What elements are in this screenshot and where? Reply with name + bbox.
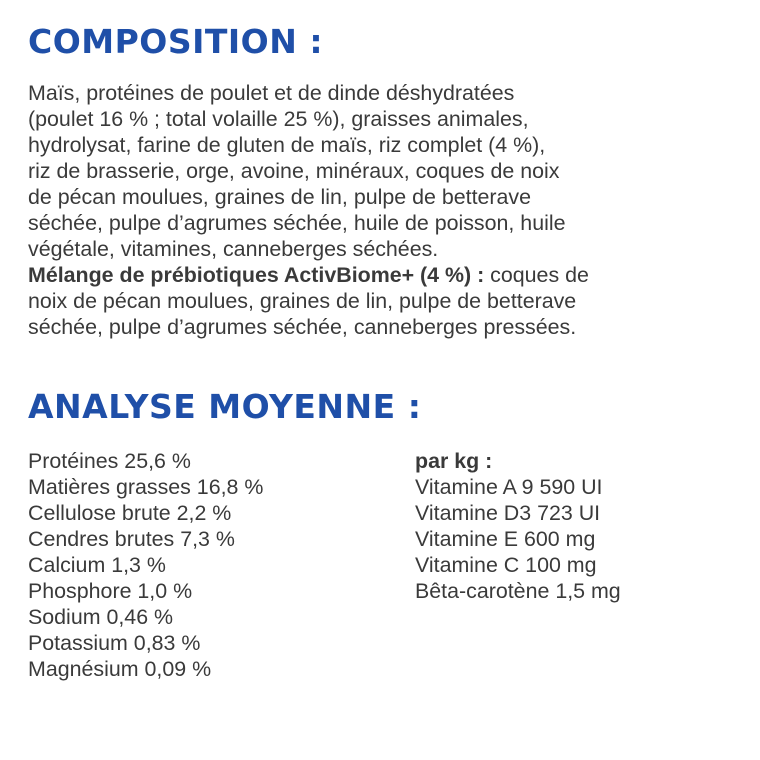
composition-line: (poulet 16 % ; total volaille 25 %), graisses animales, <box>28 107 529 131</box>
prebiotic-text: coques de <box>484 263 589 287</box>
nutrient-item: Potassium 0,83 % <box>28 631 201 655</box>
composition-heading: COMPOSITION : <box>28 22 324 61</box>
per-kg-label: par kg : <box>415 449 493 473</box>
prebiotic-label: Mélange de prébiotiques ActivBiome+ (4 %) : <box>28 263 485 287</box>
composition-line: de pécan moulues, graines de lin, pulpe de betterave <box>28 185 532 209</box>
composition-line: hydrolysat, farine de gluten de maïs, riz complet (4 %), <box>28 133 546 157</box>
nutrient-item: Phosphore 1,0 % <box>28 579 193 603</box>
vitamin-item: Bêta-carotène 1,5 mg <box>415 579 621 603</box>
prebiotic-line: séchée, pulpe d’agrumes séchée, canneberges pressées. <box>28 315 577 339</box>
nutrient-item: Magnésium 0,09 % <box>28 657 212 681</box>
nutrient-item: Protéines 25,6 % <box>28 449 191 473</box>
vitamin-item: Vitamine A 9 590 UI <box>415 475 603 499</box>
nutrient-item: Matières grasses 16,8 % <box>28 475 264 499</box>
vitamin-item: Vitamine C 100 mg <box>415 553 597 577</box>
vitamin-item: Vitamine D3 723 UI <box>415 501 601 525</box>
analysis-heading: ANALYSE MOYENNE : <box>28 387 422 426</box>
nutrient-item: Cellulose brute 2,2 % <box>28 501 232 525</box>
composition-line: végétale, vitamines, canneberges séchées. <box>28 237 439 261</box>
composition-text <box>28 80 753 340</box>
nutrient-list <box>28 448 263 682</box>
composition-line: séchée, pulpe d’agrumes séchée, huile de poisson, huile <box>28 211 566 235</box>
composition-line: Maïs, protéines de poulet et de dinde déshydratées <box>28 81 515 105</box>
vitamin-item: Vitamine E 600 mg <box>415 527 596 551</box>
prebiotic-line: noix de pécan moulues, graines de lin, pulpe de betterave <box>28 289 577 313</box>
nutrient-item: Sodium 0,46 % <box>28 605 174 629</box>
nutrient-item: Calcium 1,3 % <box>28 553 166 577</box>
composition-line: riz de brasserie, orge, avoine, minéraux, coques de noix <box>28 159 560 183</box>
prebiotic-line <box>28 262 753 288</box>
nutrient-item: Cendres brutes 7,3 % <box>28 527 235 551</box>
vitamin-list <box>415 448 621 604</box>
